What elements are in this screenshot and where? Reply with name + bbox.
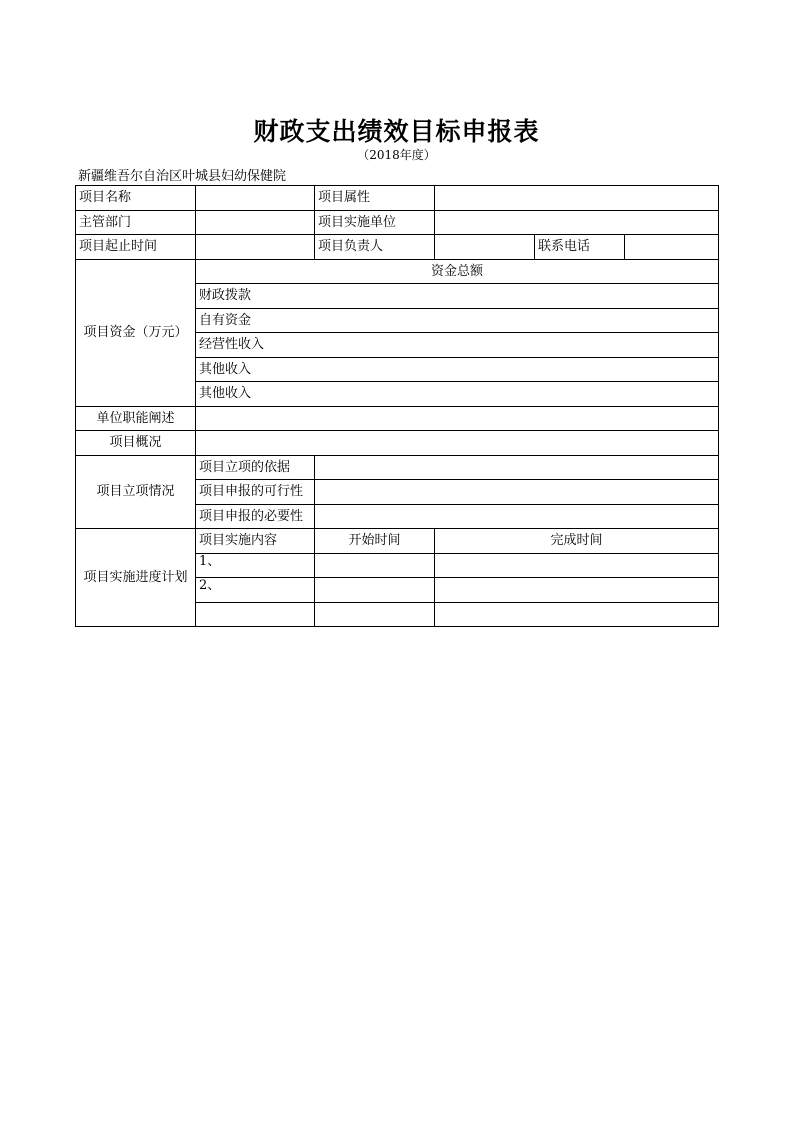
unit-function-value[interactable] xyxy=(196,406,719,431)
schedule-header-start: 开始时间 xyxy=(315,529,435,554)
project-period-label: 项目起止时间 xyxy=(76,235,196,260)
page-title: 财政支出绩效目标申报表 xyxy=(253,117,540,146)
implementing-unit-value[interactable] xyxy=(435,210,719,235)
unit-function-label: 单位职能阐述 xyxy=(76,406,196,431)
schedule-start-value[interactable] xyxy=(315,553,435,578)
contact-phone-value[interactable] xyxy=(625,235,719,260)
establishment-value[interactable] xyxy=(315,480,719,505)
funds-item: 财政拨款 xyxy=(196,284,719,309)
funds-item: 其他收入 xyxy=(196,382,719,407)
establishment-item: 项目申报的必要性 xyxy=(196,504,315,529)
contact-phone-label: 联系电话 xyxy=(535,235,625,260)
schedule-item: 2、 xyxy=(196,578,315,603)
competent-dept-value[interactable] xyxy=(196,210,315,235)
schedule-end-value[interactable] xyxy=(435,578,719,603)
schedule-end-value[interactable] xyxy=(435,602,719,627)
establishment-item: 项目立项的依据 xyxy=(196,455,315,480)
schedule-item[interactable] xyxy=(196,602,315,627)
schedule-start-value[interactable] xyxy=(315,578,435,603)
implementing-unit-label: 项目实施单位 xyxy=(315,210,435,235)
schedule-end-value[interactable] xyxy=(435,553,719,578)
table-row xyxy=(76,529,719,554)
establishment-label: 项目立项情况 xyxy=(76,455,196,529)
schedule-header-content: 项目实施内容 xyxy=(196,529,315,554)
application-form-table xyxy=(75,185,719,627)
funds-item: 自有资金 xyxy=(196,308,719,333)
project-name-value[interactable] xyxy=(196,186,315,211)
schedule-label: 项目实施进度计划 xyxy=(76,529,196,627)
project-period-value[interactable] xyxy=(196,235,315,260)
table-row xyxy=(76,186,719,211)
overview-label: 项目概况 xyxy=(76,431,196,456)
establishment-value[interactable] xyxy=(315,455,719,480)
table-row xyxy=(76,235,719,260)
funds-total-label: 资金总额 xyxy=(196,259,719,284)
project-attribute-value[interactable] xyxy=(435,186,719,211)
table-row xyxy=(76,210,719,235)
table-row xyxy=(76,406,719,431)
schedule-item: 1、 xyxy=(196,553,315,578)
report-year: （2018年度） xyxy=(357,148,436,162)
project-attribute-label: 项目属性 xyxy=(315,186,435,211)
project-leader-value[interactable] xyxy=(435,235,535,260)
table-row xyxy=(76,455,719,480)
project-leader-label: 项目负责人 xyxy=(315,235,435,260)
table-row xyxy=(76,259,719,284)
project-name-label: 项目名称 xyxy=(76,186,196,211)
competent-dept-label: 主管部门 xyxy=(76,210,196,235)
funds-item: 其他收入 xyxy=(196,357,719,382)
establishment-item: 项目申报的可行性 xyxy=(196,480,315,505)
overview-value[interactable] xyxy=(196,431,719,456)
table-row xyxy=(76,431,719,456)
schedule-header-end: 完成时间 xyxy=(435,529,719,554)
funds-item: 经营性收入 xyxy=(196,333,719,358)
reporting-unit: 新疆维吾尔自治区叶城县妇幼保健院 xyxy=(78,169,287,184)
schedule-start-value[interactable] xyxy=(315,602,435,627)
project-funds-label: 项目资金（万元） xyxy=(76,259,196,406)
establishment-value[interactable] xyxy=(315,504,719,529)
